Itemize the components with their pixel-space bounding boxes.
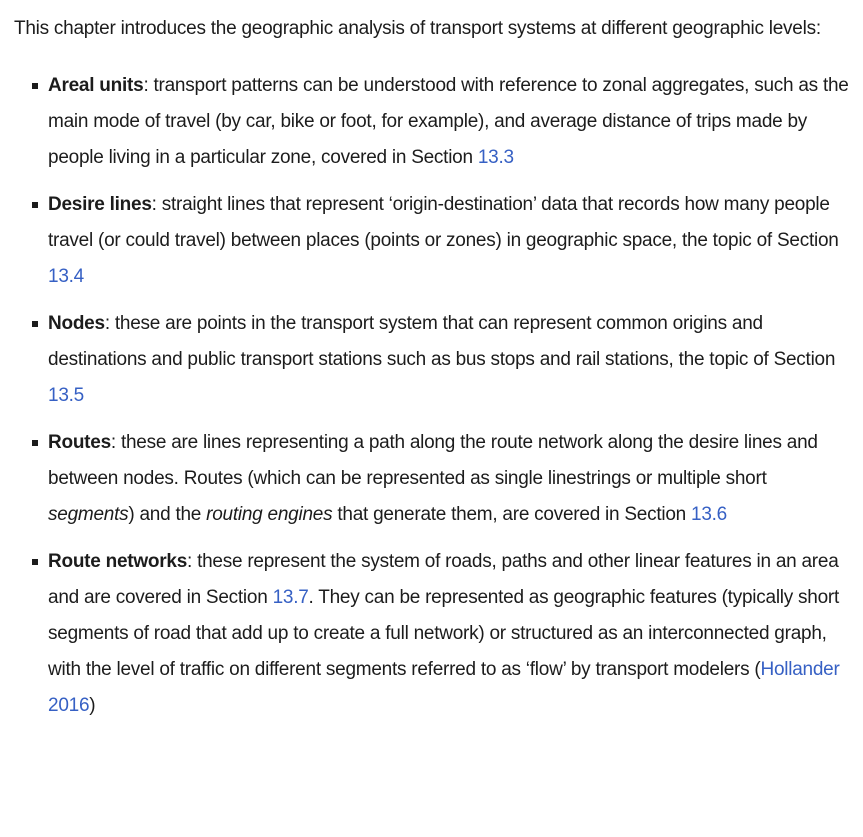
geographic-levels-list: [14, 68, 851, 724]
text-segment: This chapter introduces the geographic analysis of transport systems at different geographic levels:: [14, 18, 821, 39]
text-segment: ): [89, 695, 96, 716]
section-13-7-link[interactable]: 13.7: [272, 587, 309, 608]
text-segment: : transport patterns can be understood with reference to zonal aggregates, such as the main mode of travel (by car, bike or foot, for example), and average distance of trips made by people living in a particular zone, covered in Section: [48, 75, 849, 168]
text-segment: . They can be represented as geographic features (typically short segments of road that add up to create a full network) or structured as an interconnected graph, with the level of traffic on different segments referred to as ‘flow’ by transport modelers (: [48, 587, 840, 680]
text-segment: : these are points in the transport system that can represent common origins and destinations and public transport stations such as bus stops and rail stations, the topic of Section: [48, 313, 836, 370]
hollander-2016-citation-link[interactable]: Hollander 2016: [48, 659, 840, 716]
section-13-5-link[interactable]: 13.5: [48, 385, 84, 406]
term-label: Nodes: [48, 313, 105, 334]
text-segment: : straight lines that represent ‘origin-destination’ data that records how many people travel (or could travel) between places (points or zones) in geographic space, the topic of Section: [48, 194, 839, 251]
text-segment: that generate them, are covered in Section: [332, 504, 692, 525]
text-segment: : these are lines representing a path along the route network along the desire lines and between nodes. Routes (which can be represented as single linestrings or multiple short: [48, 432, 818, 489]
term-label: Route networks: [48, 551, 188, 572]
term-label: Desire lines: [48, 194, 152, 215]
list-item-areal-units: [14, 68, 851, 176]
section-13-4-link[interactable]: 13.4: [48, 266, 84, 287]
list-item-routes: [14, 425, 851, 533]
section-13-6-link[interactable]: 13.6: [691, 504, 727, 525]
text-segment: ) and the: [128, 504, 207, 525]
term-label: Routes: [48, 432, 111, 453]
list-item-nodes: [14, 306, 851, 414]
term-label: Areal units: [48, 75, 144, 96]
text-segment: routing engines: [206, 504, 333, 525]
list-item-route-networks: [14, 544, 851, 724]
section-13-3-link[interactable]: 13.3: [477, 147, 514, 168]
text-segment: : these represent the system of roads, paths and other linear features in an area and are covered in Section: [48, 551, 839, 608]
list-item-desire-lines: [14, 187, 851, 295]
text-segment: segments: [48, 504, 129, 525]
chapter-intro-paragraph: [14, 11, 851, 47]
